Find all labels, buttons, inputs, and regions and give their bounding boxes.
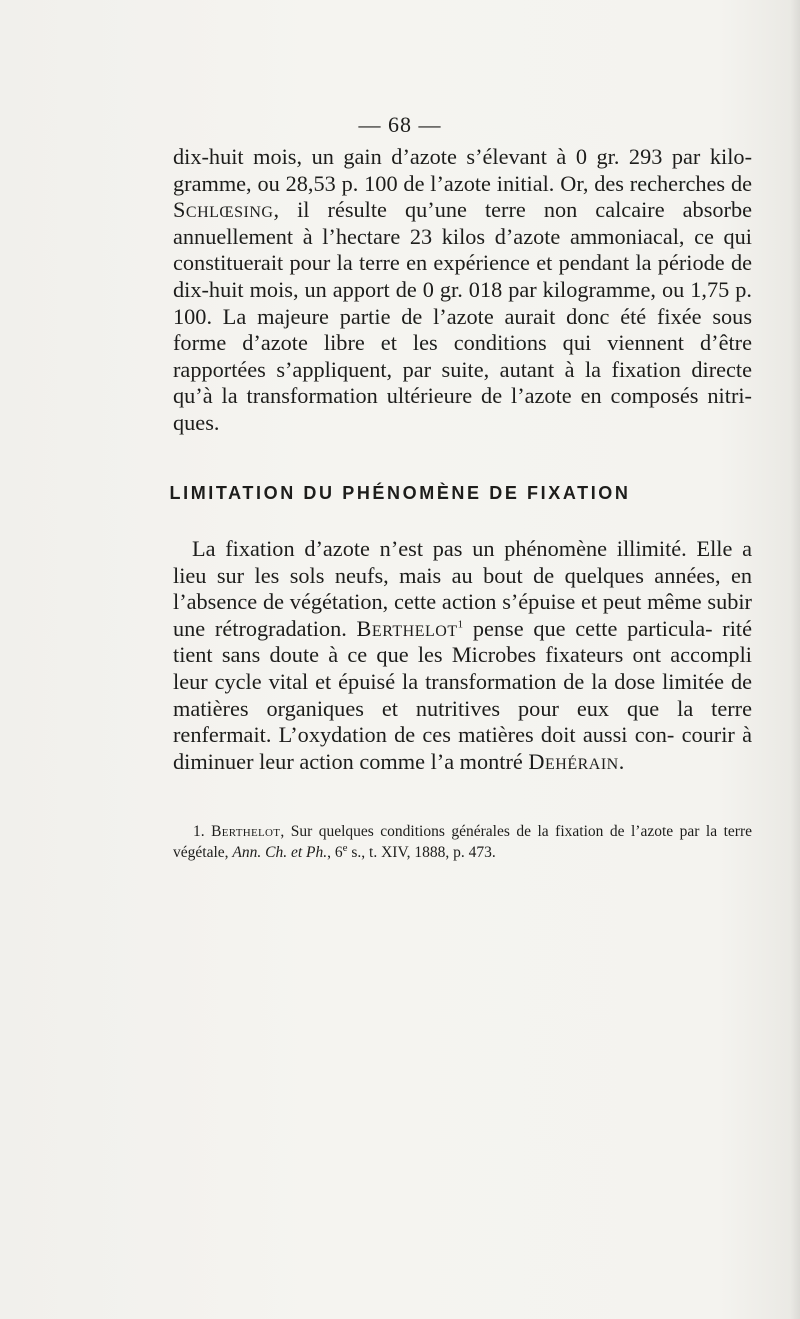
page-edge-shadow — [790, 0, 800, 1319]
footnote — [173, 821, 752, 863]
footnote-text: , Sur quelques conditions générales de la fixation de l’azote par la terre végétale, — [173, 823, 753, 861]
text-line: pense que cette particula- — [463, 615, 713, 641]
paragraph-continuation — [173, 144, 752, 437]
footnote-author: Berthelot — [211, 823, 281, 840]
author-name-schloesing: Schlœsing — [173, 197, 274, 223]
footnote-journal: Ann. Ch. et Ph. — [232, 844, 328, 861]
text-line: accompli leur cycle vital et épuisé la transformation de la — [173, 642, 752, 694]
text-line: annuellement à l’hectare 23 kilos d’azote ammoniacal, ce qui — [173, 223, 752, 249]
text-line: sous forme d’azote libre et les conditions qui viennent d’être — [173, 303, 752, 356]
footnote-text: , 6 — [327, 844, 343, 861]
section-heading: LIMITATION DU PHÉNOMÈNE DE FIXATION — [169, 483, 631, 503]
text-line: subir une rétrogradation. — [173, 589, 752, 641]
footnote-marker: 1. — [193, 823, 205, 840]
text-line: l’absence de végétation, cette action s’épuise et peut même — [173, 589, 702, 615]
text-line: 1,75 p. 100. La majeure partie de l’azote aurait donc été fixée — [173, 276, 752, 329]
text-line: dix-huit mois, un gain d’azote s’élevant à 0 gr. 293 par kilo- — [173, 144, 752, 169]
text-line: ques. — [173, 409, 220, 435]
text-line: rapportées s’appliquent, par suite, autant à la fixation directe — [173, 356, 752, 382]
author-name-berthelot: Berthelot — [356, 615, 458, 641]
text-line: , il résulte qu’une terre non calcaire absorbe — [273, 197, 752, 223]
text-line: de dix-huit mois, un apport de 0 gr. 018 par kilogramme, ou — [173, 250, 752, 302]
footnote-text: s., t. XIV, 1888, p. 473. — [347, 844, 496, 861]
text-line: gramme, ou 28,53 p. 100 de l’azote initial. Or, des recherches — [173, 170, 726, 196]
footnote-series-sup: e — [342, 841, 348, 854]
page-number: — 68 — — [358, 112, 442, 137]
text-line: dose limitée de matières organiques et nutritives pour eux que — [173, 668, 752, 721]
text-line: de — [730, 170, 753, 196]
text-line: . — [618, 748, 625, 774]
text-line: lieu sur les sols neufs, mais au bout de quelques années, en — [173, 562, 752, 588]
text-line: La fixation d’azote n’est pas un phénomène illimité. Elle a — [192, 536, 752, 561]
text-line: qu’à la transformation ultérieure de l’azote en composés nitri- — [173, 383, 752, 409]
text-line: la terre renfermait. L’oxydation de ces matières doit aussi con- — [173, 695, 752, 748]
text-line: courir à diminuer leur action comme l’a montré — [173, 722, 752, 774]
author-name-deherain: Dehérain — [528, 748, 619, 774]
footnote-reference: 1 — [457, 618, 464, 631]
text-line: constituerait pour la terre en expérience et pendant la période — [173, 250, 725, 276]
paragraph-limitation — [173, 536, 752, 775]
text-line: rité tient sans doute à ce que les Microbes fixateurs ont — [173, 615, 752, 668]
